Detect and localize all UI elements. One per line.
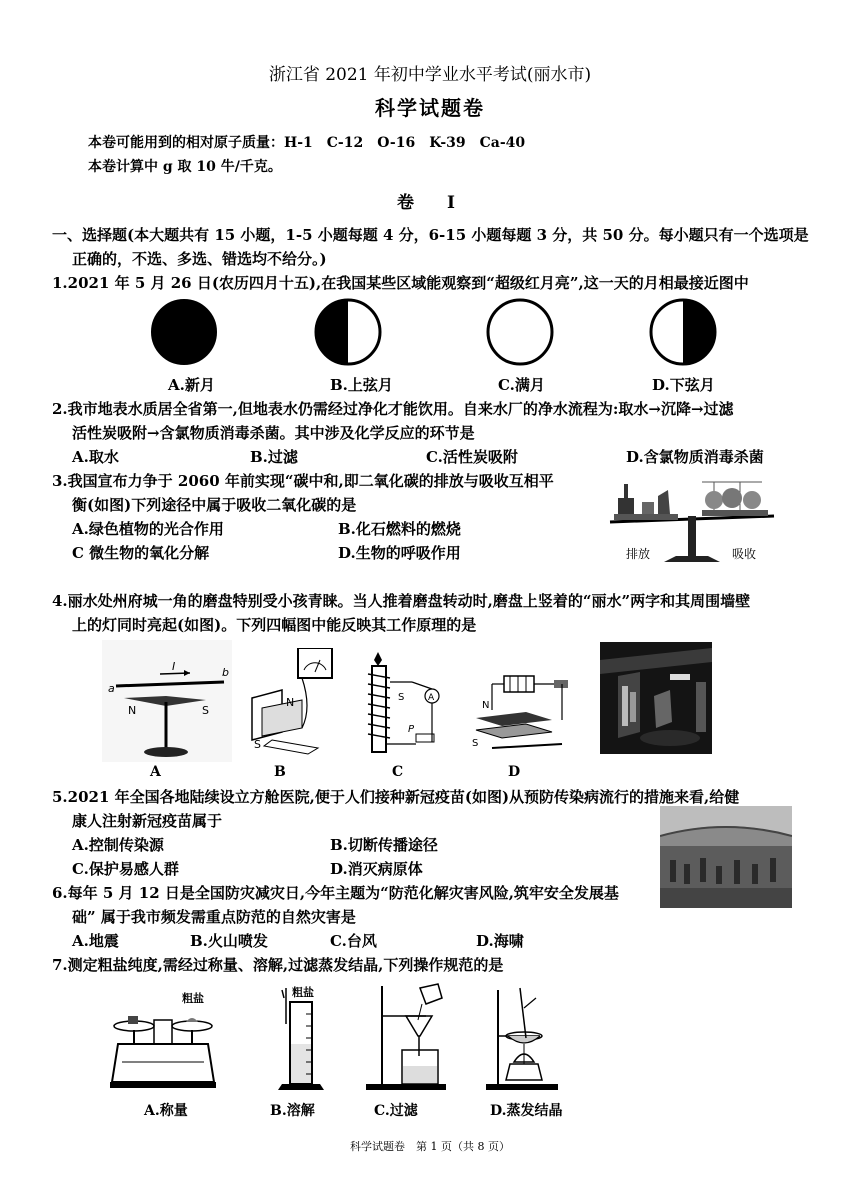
q1-option-c[interactable]: C.满月	[498, 376, 545, 394]
q2-option-b[interactable]: B.过滤	[250, 448, 298, 466]
last-quarter-moon-icon	[651, 300, 715, 364]
fig-d-s-label: S	[472, 738, 479, 749]
q4-stem-line1: 4.丽水处州府城一角的磨盘特别受小孩青睐。当人推着磨盘转动时,磨盘上竖着的“丽水”两字和其周围墙壁	[52, 592, 751, 610]
q5-option-d[interactable]: D.消灭病原体	[330, 860, 423, 878]
fig-c-ammeter-label: A	[428, 693, 435, 703]
atomic-mass-note: 本卷可能用到的相对原子质量：H-1 C-12 O-16 K-39 Ca-40	[88, 135, 526, 151]
balance-salt-label: 粗盐	[182, 992, 204, 1005]
q3-option-a[interactable]: A.绿色植物的光合作用	[72, 520, 224, 538]
millstone-photo	[600, 642, 712, 754]
filtration-figure	[364, 980, 454, 1094]
exam-title: 浙江省 2021 年初中学业水平考试(丽水市)	[268, 65, 592, 85]
q4-option-a[interactable]: A	[150, 764, 161, 780]
q6-option-d[interactable]: D.海啸	[476, 932, 524, 950]
fig-c-electromagnet	[362, 652, 448, 756]
q5-stem-line2: 康人注射新冠疫苗属于	[72, 812, 223, 830]
fig-c-slider-label: P	[408, 724, 415, 735]
q7-option-a[interactable]: A.称量	[144, 1103, 188, 1119]
fig-a-n-label: N	[128, 704, 137, 717]
fig-d-n-label: N	[482, 700, 490, 711]
q4-option-c[interactable]: C	[392, 764, 404, 780]
q3-stem-line2: 衡(如图)下列途径中属于吸收二氧化碳的是	[72, 496, 357, 514]
moon-phase-figure	[150, 298, 730, 370]
fig-b-s-label: S	[254, 738, 261, 751]
q7-stem: 7.测定粗盐纯度,需经过称量、溶解,过滤蒸发结晶,下列操作规范的是	[52, 956, 504, 974]
volume-heading: 卷 I	[397, 193, 463, 213]
q4-stem-line2: 上的灯同时亮起(如图)。下列四幅图中能反映其工作原理的是	[72, 616, 477, 634]
fig-a-b-label: b	[222, 666, 229, 679]
q1-option-b[interactable]: B.上弦月	[330, 376, 393, 394]
fig-b-n-label: N	[286, 696, 295, 709]
q2-stem-line1: 2.我市地表水质居全省第一,但地表水仍需经过净化才能饮用。自来水厂的净水流程为:取水→沉降→过滤	[52, 400, 734, 418]
q7-option-b[interactable]: B.溶解	[270, 1103, 315, 1119]
fig-b-induction	[242, 648, 346, 756]
q2-option-d[interactable]: D.含氯物质消毒杀菌	[626, 448, 764, 466]
cylinder-salt-label: 粗盐	[292, 986, 314, 999]
q5-stem-line1: 5.2021 年全国各地陆续设立方舱医院,便于人们接种新冠疫苗(如图)从预防传染病流行的措施来看,给健	[52, 788, 740, 806]
fig-a-s-label: S	[202, 704, 209, 717]
q7-option-d[interactable]: D.蒸发结晶	[490, 1103, 563, 1119]
graduated-cylinder-figure	[272, 984, 332, 1094]
q4-option-d[interactable]: D	[508, 764, 521, 780]
q1-option-a[interactable]: A.新月	[168, 376, 215, 394]
q3-option-d[interactable]: D.生物的呼吸作用	[338, 544, 461, 562]
fig-d-motor	[466, 660, 584, 756]
fig-a-a-label: a	[108, 682, 115, 695]
full-moon-icon	[488, 300, 552, 364]
balance-figure	[110, 990, 230, 1094]
q7-option-c[interactable]: C.过滤	[374, 1103, 418, 1119]
section1-instructions-line1: 一、选择题(本大题共有 15 小题，1-5 小题每题 4 分，6-15 小题每题 3 分，共 50 分。每小题只有一个选项是	[52, 226, 809, 244]
vaccination-hall-photo	[660, 806, 792, 908]
q2-option-a[interactable]: A.取水	[72, 448, 119, 466]
q5-option-b[interactable]: B.切断传播途径	[330, 836, 438, 854]
q3-stem-line1: 3.我国宣布力争于 2060 年前实现“碳中和,即二氧化碳的排放与吸收互相平	[52, 472, 554, 490]
first-quarter-moon-icon	[316, 300, 380, 364]
q2-option-c[interactable]: C.活性炭吸附	[426, 448, 518, 466]
q6-stem-line2: 础” 属于我市频发需重点防范的自然灾害是	[72, 908, 356, 926]
q5-option-a[interactable]: A.控制传染源	[72, 836, 164, 854]
q6-option-b[interactable]: B.火山喷发	[190, 932, 268, 950]
q1-stem: 1.2021 年 5 月 26 日(农历四月十五),在我国某些区域能观察到“超级红月亮”,这一天的月相最接近图中	[52, 274, 749, 292]
q1-option-d[interactable]: D.下弦月	[652, 376, 715, 394]
q5-option-c[interactable]: C.保护易感人群	[72, 860, 179, 878]
carbon-balance-figure	[602, 476, 782, 568]
evaporation-figure	[484, 984, 564, 1094]
section1-instructions-line2: 正确的，不选、多选、错选均不给分。)	[72, 250, 327, 268]
page-footer: 科学试题卷 第 1 页（共 8 页）	[350, 1140, 510, 1153]
fig-c-switch-label: S	[398, 692, 405, 703]
emission-label: 排放	[626, 547, 651, 561]
absorption-label: 吸收	[732, 547, 757, 561]
exam-subtitle: 科学试题卷	[375, 96, 485, 120]
q2-stem-line2: 活性炭吸附→含氯物质消毒杀菌。其中涉及化学反应的环节是	[72, 424, 475, 442]
gravity-note: 本卷计算中 g 取 10 牛/千克。	[88, 159, 282, 175]
fig-a-current-label: I	[172, 660, 176, 673]
q6-stem-line1: 6.每年 5 月 12 日是全国防灾减灾日,今年主题为“防范化解灾害风险,筑牢安全发展基	[52, 884, 619, 902]
q6-option-c[interactable]: C.台风	[330, 932, 377, 950]
fig-a-oersted	[102, 640, 232, 762]
new-moon-icon	[152, 300, 216, 364]
q4-option-b[interactable]: B	[274, 764, 286, 780]
q6-option-a[interactable]: A.地震	[72, 932, 119, 950]
q3-option-c[interactable]: C 微生物的氧化分解	[72, 544, 210, 562]
q3-option-b[interactable]: B.化石燃料的燃烧	[338, 520, 461, 538]
